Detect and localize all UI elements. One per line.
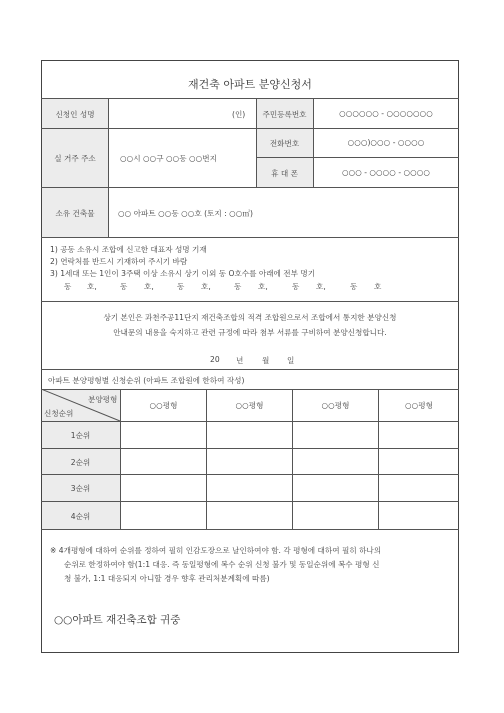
unit-ho: 호, [201,282,211,291]
address-value[interactable]: ○○시 ○○구 ○○동 ○○번지 [120,154,217,163]
id-number-label: 주민등록번호 [262,110,307,119]
unit-dong: 동 [350,282,358,291]
remark-line-2: 순위로 한정하여야 함(1:1 대응. 즉 동일평형에 복수 순위 신청 불가 및 동일순위에 복수 평형 신 [64,560,380,569]
mobile-value[interactable]: ○○○ - ○○○○ - ○○○○ [341,168,431,177]
statement-line-2: 안내문의 내용을 숙지하고 관련 규정에 따라 첨부 서류를 구비하여 분양신청합니다. [113,328,387,337]
grid-line [41,474,459,475]
col-line [108,98,109,237]
row-header: 3순위 [70,484,91,493]
remark-line-3: 청 불가, 1:1 대응되지 아니할 경우 향후 관리처분계획에 따름) [64,574,270,583]
date-year: 년 [236,356,244,365]
date-year-prefix: 20 [210,355,220,364]
column-header: ○○평형 [235,401,264,410]
unit-ho: 호, [316,282,326,291]
row-header: 2순위 [70,458,91,467]
unit-dong: 동 [177,282,185,291]
row-header: 1순위 [70,431,91,440]
seal-mark: (인) [232,110,246,119]
unit-ho: 호, [258,282,268,291]
priority-heading: 아파트 분양평형별 신청순위 (아파트 조합원에 한하여 작성) [48,376,245,385]
note-3: 3) 1세대 또는 1인이 3주택 이상 소유시 상기 이외 동 O호수를 아래에 전부 명기 [50,269,316,278]
statement-line-1: 상기 본인은 과천주공11단지 재건축조합의 적격 조합원으로서 조합에서 통지한 분양신청 [103,313,397,322]
unit-ho: 호, [144,282,154,291]
unit-dong: 동 [64,282,72,291]
row-line [41,237,459,238]
divider [41,301,459,302]
property-value[interactable]: ○○ 아파트 ○○동 ○○호 (토지 : ○○㎡) [118,209,253,218]
remark-line-1: ※ 4개평형에 대하여 순위를 정하여 필히 인감도장으로 날인하여야 함. 각 평형에 대하여 필히 하나의 [50,546,382,555]
column-header: ○○평형 [405,401,433,410]
note-2: 2) 연락처를 반드시 기재하여 주시기 바람 [50,257,188,266]
addressee: ○○아파트 재건축조합 귀중 [54,614,181,626]
grid-line [41,501,459,502]
row-line [256,157,459,158]
unit-ho: 호, [87,282,97,291]
date-day: 일 [287,356,295,365]
phone-value[interactable]: ○○○)○○○ - ○○○○ [347,138,425,147]
unit-dong: 동 [292,282,300,291]
unit-dong: 동 [234,282,242,291]
divider [41,369,459,370]
row-line [41,128,459,129]
address-label: 실 거주 주소 [54,154,96,163]
property-label: 소유 건축물 [55,209,95,218]
grid-line [41,529,459,530]
form-title: 재건축 아파트 분양신청서 [188,78,312,91]
mobile-label: 휴 대 폰 [271,169,298,178]
id-number-value[interactable]: ○○○○○○ - ○○○○○○○ [339,109,433,118]
row-header: 4순위 [70,512,91,521]
date-month: 월 [262,356,270,365]
phone-label: 전화번호 [269,139,300,148]
unit-ho: 호 [374,282,382,291]
priority-table [41,389,459,530]
column-header: ○○평형 [149,401,178,410]
corner-label-top: 분양평형 [88,395,118,404]
unit-dong: 동 [120,282,128,291]
grid-line [41,448,459,449]
note-1: 1) 공동 소유시 조합에 신고한 대표자 성명 기재 [50,245,207,254]
applicant-name-label: 신청인 성명 [55,110,95,119]
column-header: ○○평형 [321,401,350,410]
corner-label-bottom: 신청순위 [44,409,74,418]
row-line [41,187,459,188]
